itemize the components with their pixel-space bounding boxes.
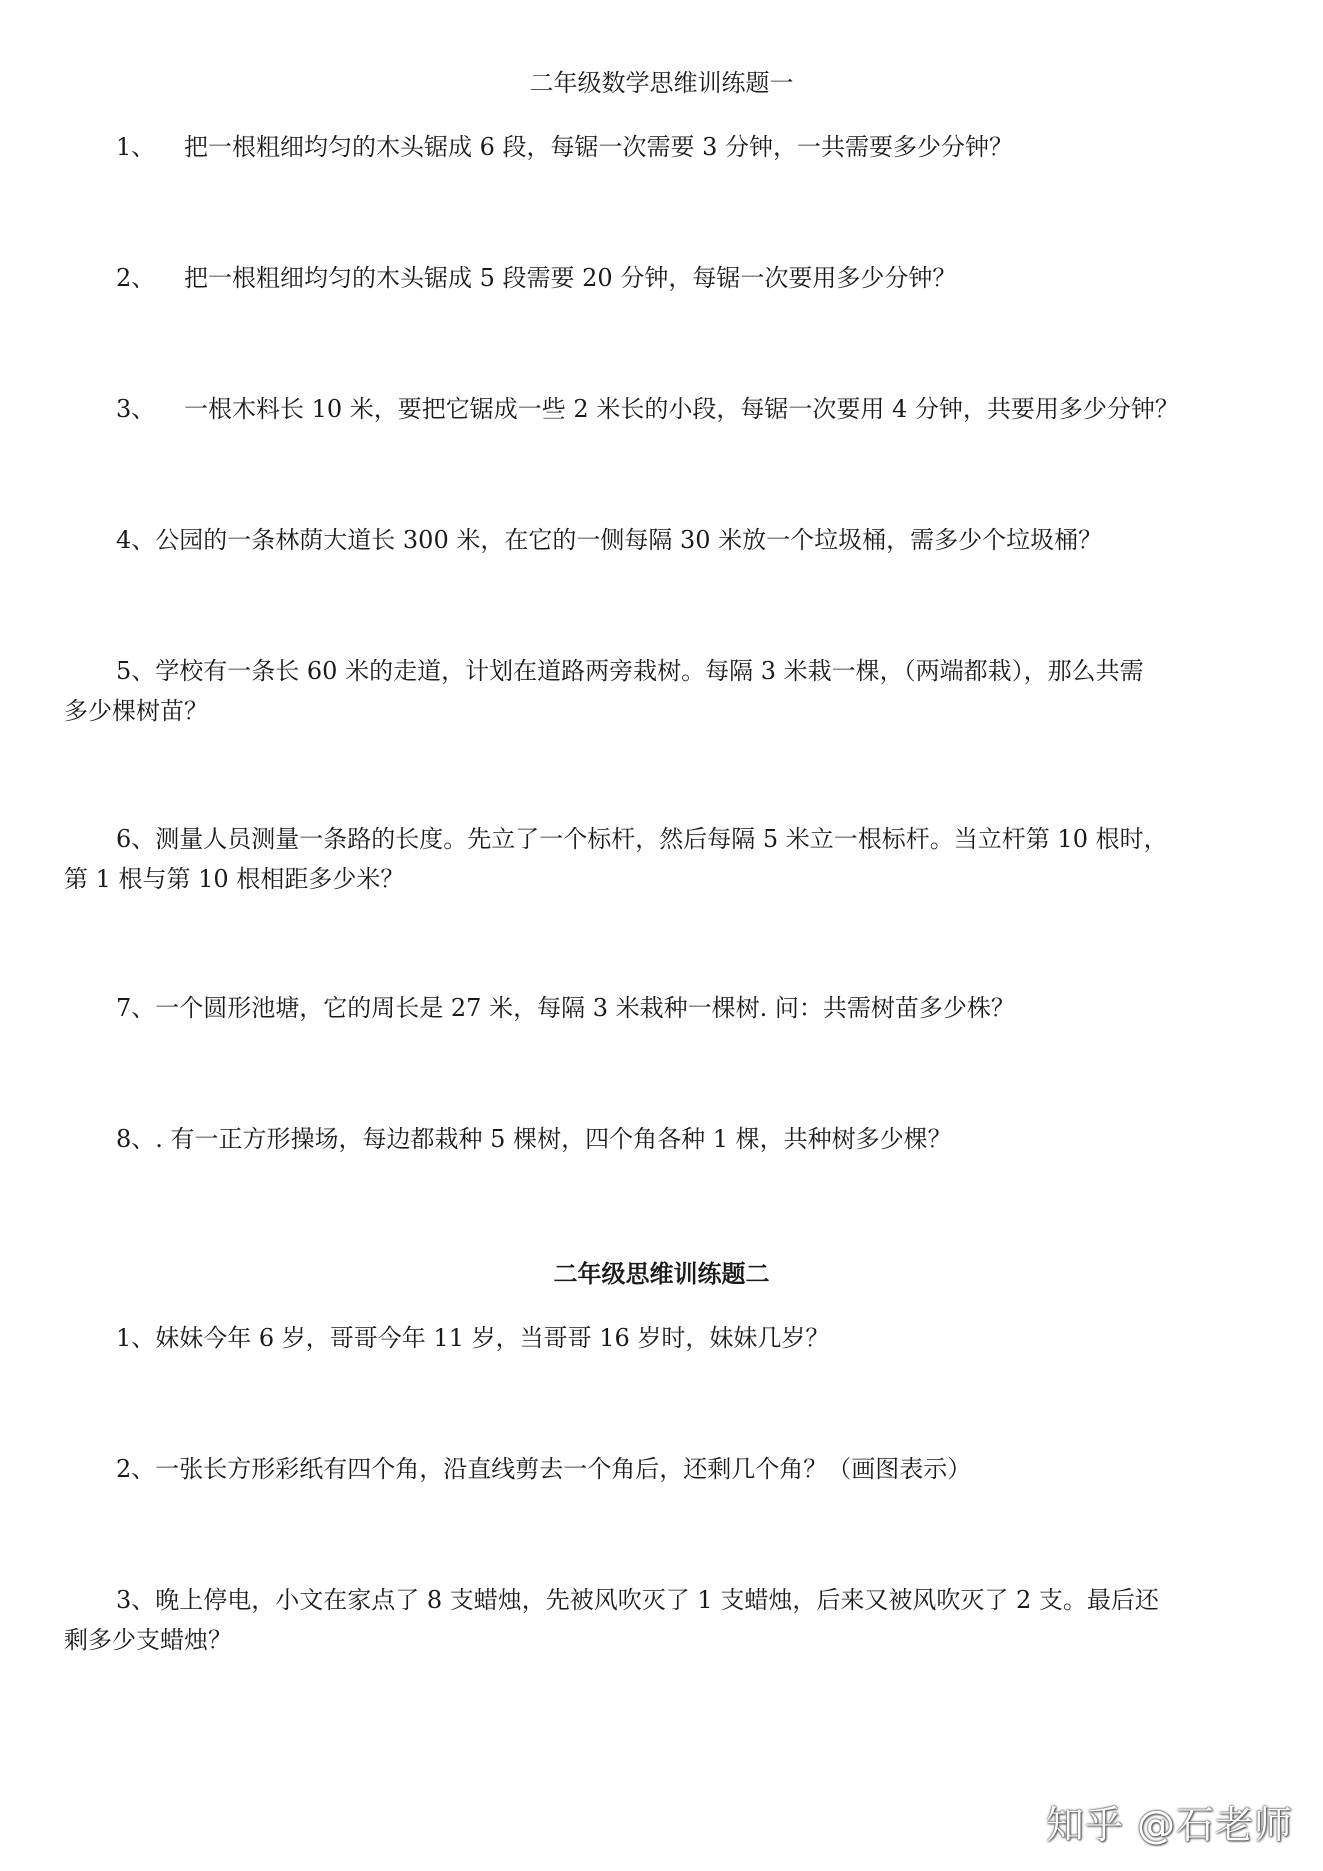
s2-question-3: [64, 1580, 1274, 1660]
s1-question-5: [64, 651, 1274, 731]
question-number: 1、: [116, 133, 156, 161]
question-text: . 有一正方形操场，每边都栽种 5 棵树，四个角各种 1 棵，共种树多少棵？: [155, 1125, 952, 1153]
s1-question-2: [64, 258, 1323, 298]
question-number: 6、: [116, 825, 156, 853]
question-number: 4、: [116, 526, 156, 554]
question-text: 一张长方形彩纸有四个角，沿直线剪去一个角后，还剩几个角？（画图表示）: [155, 1455, 972, 1483]
question-number: 2、: [116, 264, 156, 292]
section1-title: 二年级数学思维训练题一: [529, 69, 794, 97]
question-text: 学校有一条长 60 米的走道，计划在道路两旁栽树。每隔 3 米栽一棵，（两端都栽），那么共需: [155, 657, 1144, 685]
question-number: 7、: [116, 994, 156, 1022]
question-number: 5、: [116, 657, 156, 685]
watermark-text: 知乎 @石老师: [1045, 1803, 1293, 1847]
question-text-continued: 多少棵树苗？: [64, 697, 208, 725]
s1-question-7: [64, 988, 1323, 1028]
question-number: 1、: [116, 1324, 156, 1352]
s2-question-1: [64, 1318, 1323, 1358]
question-text: 晚上停电，小文在家点了 8 支蜡烛，先被风吹灭了 1 支蜡烛，后来又被风吹灭了 2 支。最后还: [155, 1586, 1159, 1614]
s1-question-8: [64, 1119, 1323, 1159]
question-text: 一个圆形池塘，它的周长是 27 米，每隔 3 米栽种一棵树. 问：共需树苗多少株？: [155, 994, 1015, 1022]
question-number: 3、: [116, 1586, 156, 1614]
question-number: 3、: [116, 395, 156, 423]
s1-question-3: [64, 389, 1323, 429]
s1-question-4: [64, 520, 1323, 560]
section2-title: 二年级思维训练题二: [553, 1259, 770, 1288]
s1-question-1: [64, 127, 1323, 167]
question-text: 公园的一条林荫大道长 300 米，在它的一侧每隔 30 米放一个垃圾桶，需多少个垃圾桶？: [155, 526, 1103, 554]
question-number: 2、: [116, 1455, 156, 1483]
question-text: 一根木料长 10 米，要把它锯成一些 2 米长的小段，每锯一次要用 4 分钟，共要用多少分钟？: [184, 395, 1179, 423]
question-text-continued: 第 1 根与第 10 根相距多少米？: [64, 865, 405, 893]
question-number: 8、: [116, 1125, 156, 1153]
question-text: 妹妹今年 6 岁，哥哥今年 11 岁，当哥哥 16 岁时，妹妹几岁？: [155, 1324, 830, 1352]
question-text-continued: 剩多少支蜡烛？: [64, 1626, 232, 1654]
s1-question-6: [64, 819, 1274, 899]
question-text: 把一根粗细均匀的木头锯成 6 段，每锯一次需要 3 分钟，一共需要多少分钟？: [184, 133, 1014, 161]
question-text: 测量人员测量一条路的长度。先立了一个标杆，然后每隔 5 米立一根标杆。当立杆第 10 根时，: [155, 825, 1168, 853]
question-text: 把一根粗细均匀的木头锯成 5 段需要 20 分钟，每锯一次要用多少分钟？: [184, 264, 957, 292]
s2-question-2: [64, 1449, 1323, 1489]
